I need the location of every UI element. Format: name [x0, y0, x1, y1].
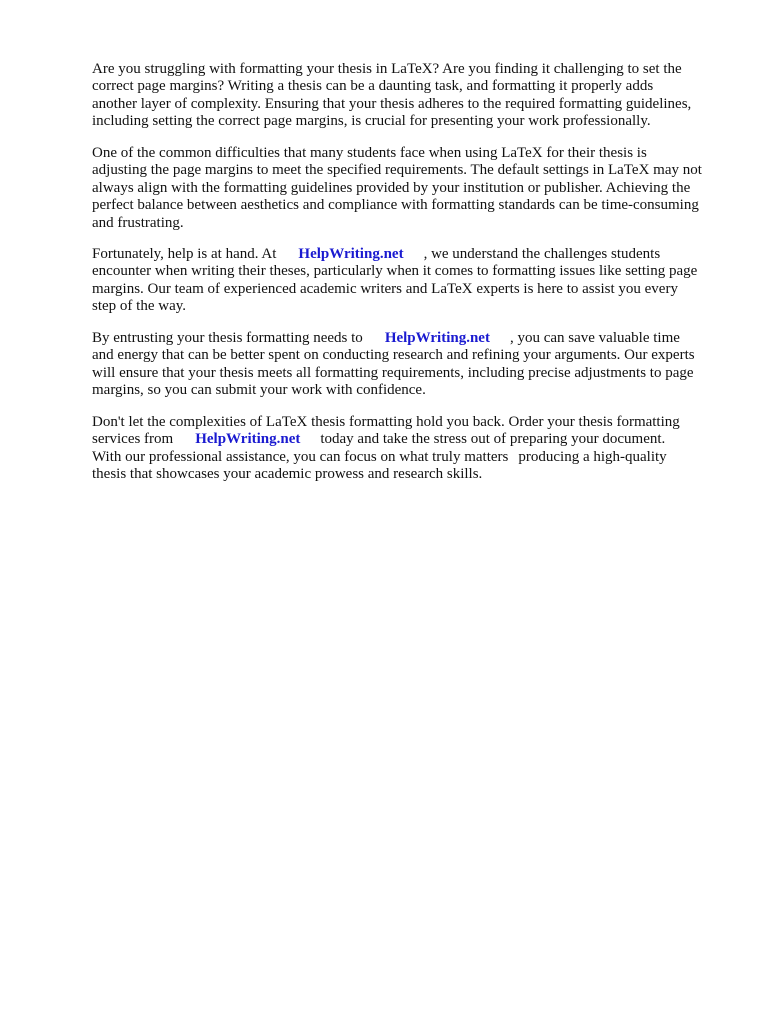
- paragraph-help: [92, 246, 742, 316]
- text-line: perfect balance between aesthetics and compliance with formatting standards can be time-consuming: [92, 197, 699, 214]
- text-line: Are you struggling with formatting your thesis in LaTeX? Are you finding it challenging to set the: [92, 61, 682, 77]
- text-segment: , we understand the challenges students: [423, 246, 661, 262]
- paragraph-intro: [92, 61, 742, 131]
- text-line: margins. Our team of experienced academic writers and LaTeX experts is here to assist you every: [92, 280, 678, 297]
- helpwriting-link[interactable]: HelpWriting.net: [195, 431, 301, 448]
- text-line: thesis that showcases your academic prowess and research skills.: [92, 466, 483, 483]
- helpwriting-link[interactable]: HelpWriting.net: [384, 330, 490, 346]
- text-line: always align with the formatting guidelines provided by your institution or publisher. Achieving the: [92, 179, 691, 196]
- text-line: [92, 431, 742, 448]
- text-segment: producing a high-quality: [518, 448, 667, 465]
- text-line: [92, 449, 742, 466]
- text-line: another layer of complexity. Ensuring that your thesis adheres to the required formatting guidelines,: [92, 95, 692, 112]
- text-line: will ensure that your thesis meets all formatting requirements, including precise adjustments to page: [92, 364, 694, 381]
- helpwriting-link[interactable]: HelpWriting.net: [298, 246, 404, 262]
- text-line: encounter when writing their theses, particularly when it comes to formatting issues like setting page: [92, 263, 698, 280]
- text-line: and frustrating.: [92, 214, 184, 231]
- text-line: One of the common difficulties that many students face when using LaTeX for their thesis is: [92, 145, 647, 161]
- text-segment: services from: [92, 431, 174, 448]
- text-line: step of the way.: [92, 298, 186, 315]
- text-segment: Fortunately, help is at hand. At: [92, 246, 277, 262]
- text-segment: today and take the stress out of preparing your document.: [320, 431, 666, 448]
- text-segment: With our professional assistance, you can focus on what truly matters: [92, 448, 509, 465]
- text-line: [92, 330, 742, 347]
- text-segment: , you can save valuable time: [509, 330, 680, 346]
- text-line: including setting the correct page margins, is crucial for presenting your work professionally.: [92, 113, 651, 130]
- paragraph-difficulties: [92, 145, 742, 232]
- paragraph-call-to-action: [92, 414, 742, 484]
- paragraph-entrusting: [92, 330, 742, 400]
- text-line: Don't let the complexities of LaTeX thesis formatting hold you back. Order your thesis formatting: [92, 414, 680, 430]
- text-line: correct page margins? Writing a thesis can be a daunting task, and formatting it properly adds: [92, 78, 654, 95]
- text-line: margins, so you can submit your work with confidence.: [92, 382, 426, 399]
- text-segment: By entrusting your thesis formatting needs to: [92, 330, 363, 346]
- text-line: and energy that can be better spent on conducting research and refining your arguments. Our experts: [92, 347, 695, 364]
- text-line: adjusting the page margins to meet the specified requirements. The default settings in LaTeX may not: [92, 162, 702, 179]
- text-line: [92, 246, 742, 263]
